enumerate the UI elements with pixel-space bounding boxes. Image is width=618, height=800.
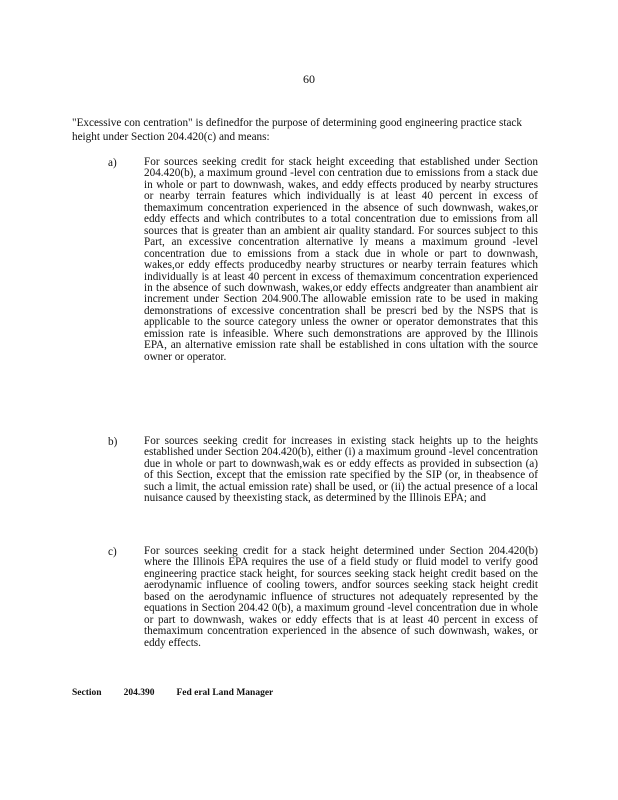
item-label: b) — [108, 436, 118, 448]
item-text: For sources seeking credit for a stack height determined under Section 204.420(b) where the Illinois EPA requires the use of a field study or fluid model to verify good engineering practice stack height, for sources seeking stack height credit based on the aerodynamic influence of cooling towers, andfor sources seeking stack height credit based on the aerodynamic influence of structures not adequately represented by the equations in Section 204.42 0(b), a maximum ground -level concentration due in whole or part to downwash, wakes or eddy effects that is at least 40 percent in excess of themaximum concentration experienced in the absence of such downwash, wakes, or eddy effects. — [144, 545, 538, 649]
section-heading — [72, 688, 273, 698]
section-label: Section — [72, 688, 102, 698]
section-number: 204.390 — [123, 688, 155, 698]
item-label: c) — [108, 546, 117, 558]
item-text: For sources seeking credit for stack height exceeding that established under Section 204.420(b), a maximum ground -level con centration due to emissions from a stack due in whole or part to downwash, wakes, and eddy effects produced by nearby structures or nearby terrain features which individually is at least 40 percent in excess of themaximum concentration experienced in the absence of such downwash, wakes,or eddy effects and which contributes to a total concentration due to emissions from all sources that is greater than an ambient air quality standard. For sources subject to this Part, an excessive concentration alternative ly means a maximum ground -level concentration due to emissions from a stack due in whole or part to downwash, wakes,or eddy effects producedby nearby structures or nearby terrain features which individually is at least 40 percent in excess of themaximum concentration experienced in the absence of such downwash, wakes,or eddy effects andgreater than anambient air increment under Section 204.900.The allowable emission rate to be used in making demonstrations of excessive concentration shall be prescri bed by the NSPS that is applicable to the source category unless the owner or operator demonstrates that this emission rate is infeasible. Where such demonstrations are approved by the Illinois EPA, an alternative emission rate shall be established in cons ultation with the source owner or operator. — [144, 156, 538, 363]
intro-paragraph: "Excessive con centration" is definedfor the purpose of determining good engineering practice stack height under Section 204.420(c) and means: — [72, 117, 522, 143]
item-text: For sources seeking credit for increases in existing stack heights up to the heights established under Section 204.420(b), either (i) a maximum ground -level concentration due in whole or part to downwash,wak es or eddy effects as provided in subsection (a) of this Section, except that the emission rate specified by the SIP (or, in theabsence of such a limit, the actual emission rate) shall be used, or (ii) the actual presence of a local nuisance caused by theexisting stack, as determined by the Illinois EPA; and — [144, 435, 538, 505]
page-number: 60 — [303, 72, 315, 86]
section-title: Fed eral Land Manager — [176, 688, 274, 698]
item-label: a) — [108, 157, 117, 169]
